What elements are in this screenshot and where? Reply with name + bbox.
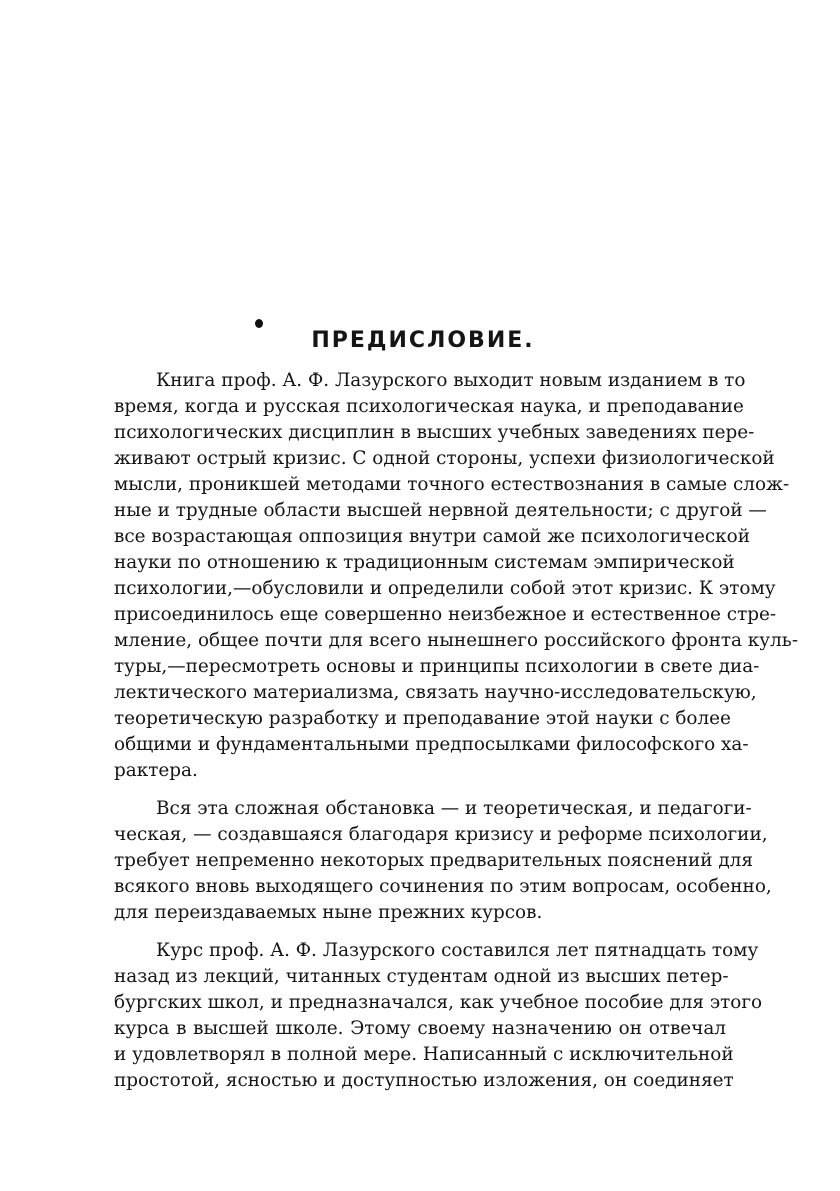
page-title: ПРЕДИСЛОВИЕ. [311, 328, 535, 353]
text-line: ные и трудные области высшей нервной деятельности; с другой — [114, 500, 767, 521]
text-line: Вся эта сложная обстановка — и теоретическая, и педагоги- [156, 798, 752, 819]
text-line: рактера. [114, 760, 198, 781]
text-line: бургских школ, и предназначался, как учебное пособие для этого [114, 992, 763, 1013]
preface-text [114, 368, 799, 1106]
text-line: и удовлетворял в полной мере. Написанный с исключительной [114, 1044, 734, 1065]
text-line: мление, общее почти для всего нынешнего российского фронта куль- [114, 630, 799, 651]
paragraph [114, 938, 763, 1094]
text-line: мысли, проникшей методами точного естествознания в самые слож- [114, 474, 790, 495]
text-line: туры,—пересмотреть основы и принципы психологии в свете диа- [114, 656, 760, 677]
text-line: общими и фундаментальными предпосылками философского ха- [114, 734, 749, 755]
text-line: время, когда и русская психологическая наука, и преподавание [114, 396, 744, 417]
text-line: науки по отношению к традиционным системам эмпирической [114, 552, 735, 573]
text-line: присоединилось еще совершенно неизбежное и естественное стре- [114, 604, 777, 625]
text-line: лектического материализма, связать научно-исследовательскую, [114, 682, 757, 703]
text-line: все возрастающая оппозиция внутри самой же психологической [114, 526, 750, 547]
text-line: Курс проф. А. Ф. Лазурского составился лет пятнадцать тому [156, 940, 759, 961]
text-line: требует непременно некоторых предварительных пояснений для [114, 850, 753, 871]
text-line: психологии,—обусловили и определили собой этот кризис. К этому [114, 578, 776, 599]
text-line: всякого вновь выходящего сочинения по этим вопросам, особенно, [114, 876, 772, 897]
paragraph [114, 368, 799, 784]
text-line: назад из лекций, читанных студентам одной из высших петер- [114, 966, 729, 987]
paragraph [114, 796, 772, 926]
text-line: курса в высшей школе. Этому своему назначению он отвечал [114, 1018, 726, 1039]
text-line: простотой, ясностью и доступностью изложения, он соединяет [114, 1070, 734, 1091]
text-line: теоретическую разработку и преподавание этой науки с более [114, 708, 731, 729]
text-line: психологических дисциплин в высших учебных заведениях пере- [114, 422, 755, 443]
text-line: живают острый кризис. С одной стороны, успехи физиологической [114, 448, 775, 469]
text-line: для переиздаваемых ныне прежних курсов. [114, 902, 543, 923]
text-line: Книга проф. А. Ф. Лазурского выходит новым изданием в то [156, 370, 746, 391]
text-line: ческая, — создавшаяся благодаря кризису и реформе психологии, [114, 824, 768, 845]
